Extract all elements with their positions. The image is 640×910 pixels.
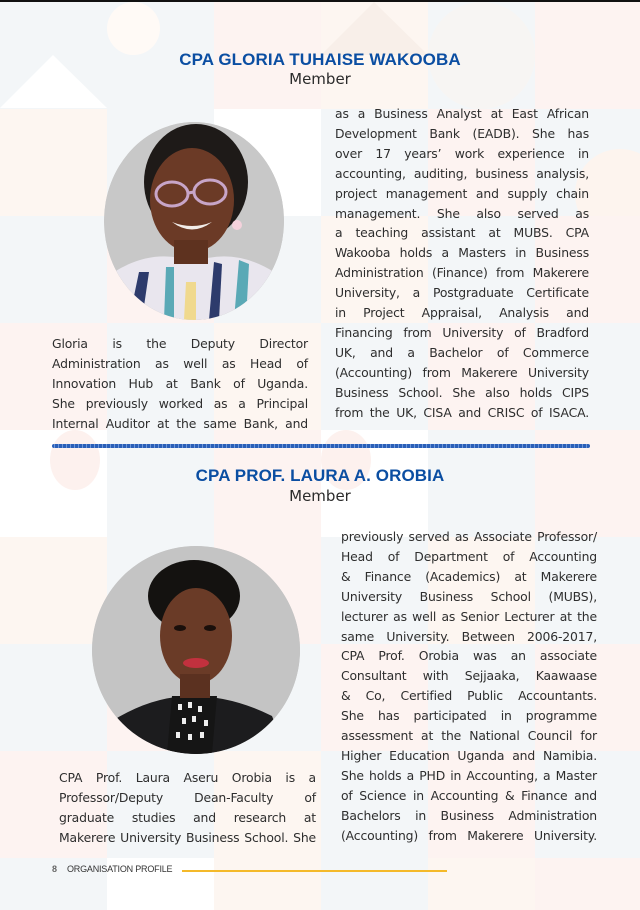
- bio-line: Internal Auditor at the same Bank, and: [52, 415, 308, 431]
- bio-line: CPA Prof. Laura Aseru Orobia is a: [59, 770, 316, 785]
- profile-name: CPA GLORIA TUHAISE WAKOOBA: [179, 50, 461, 69]
- section-label: ORGANISATION PROFILE: [67, 864, 173, 874]
- bio-line: over 17 years’ work experience in: [335, 145, 589, 161]
- portrait-illustration-icon: [104, 122, 284, 320]
- bio-line: & Co, Certified Public Accountants.: [341, 688, 597, 704]
- bio-line: (Accounting) from Makerere University.: [341, 827, 597, 843]
- bio-line: Professor/Deputy Dean-Faculty of: [59, 789, 316, 805]
- profile-role: Member: [289, 70, 351, 88]
- bio-line: same University. Between 2006-2017,: [341, 628, 597, 644]
- bio-line: accounting, auditing, business analysis,: [335, 165, 589, 181]
- bio-line: Consultant with Sejjaaka, Kaawaase: [341, 668, 597, 684]
- bio-line: assessment at the National Council for: [341, 728, 597, 744]
- bio-line: Head of Department of Accounting: [341, 548, 597, 564]
- profile-bio-left: [59, 768, 316, 848]
- bio-line: as a Business Analyst at East African: [335, 106, 589, 121]
- profile-bio-left: [52, 334, 308, 434]
- bio-line: Development Bank (EADB). She has: [335, 125, 589, 141]
- bio-line: University Business School (MUBS),: [341, 588, 597, 604]
- bio-line: graduate studies and research at: [59, 809, 316, 825]
- profile-name: CPA PROF. LAURA A. OROBIA: [195, 466, 445, 485]
- bio-line: University, a Postgraduate Certificate: [335, 285, 589, 301]
- bio-line: Innovation Hub at Bank of Uganda.: [52, 375, 308, 391]
- bio-line: of Science in Accounting & Finance and: [341, 787, 597, 803]
- bio-line: Administration as well as Head of: [52, 355, 308, 371]
- bio-line: She has participated in programme: [341, 708, 597, 724]
- bio-line: lecturer as well as Senior Lecturer at the: [341, 608, 597, 624]
- profile-photo: [92, 546, 300, 754]
- bio-line: Administration (Finance) from Makerere: [335, 265, 589, 281]
- bio-line: a teaching assistant at MUBS. CPA: [335, 225, 589, 241]
- bio-line: from the UK, CISA and CRISC of ISACA.: [335, 404, 589, 420]
- profile-bio-right: [335, 104, 589, 423]
- bio-line: Bachelors in Business Administration: [341, 807, 597, 823]
- bio-line: Financing from University of Bradford: [335, 324, 589, 340]
- bio-line: & Finance (Academics) at Makerere: [341, 568, 597, 584]
- section-divider: [52, 444, 590, 448]
- profile-bio-right: [341, 527, 597, 846]
- bio-line: She previously worked as a Principal: [52, 395, 308, 411]
- bio-line: Wakooba holds a Masters in Business: [335, 245, 589, 261]
- bio-line: UK, and a Bachelor of Commerce: [335, 344, 589, 360]
- bio-line: CPA Prof. Orobia was an associate: [341, 648, 597, 664]
- bio-line: Gloria is the Deputy Director: [52, 336, 308, 351]
- profile-role: Member: [289, 487, 351, 505]
- page-number: 8: [52, 864, 58, 874]
- bio-line: management. She also served as: [335, 205, 589, 221]
- bio-line: She holds a PHD in Accounting, a Master: [341, 767, 597, 783]
- bio-line: Makerere University Business School. She: [59, 829, 316, 845]
- profile-photo: [104, 122, 284, 320]
- bio-line: (Accounting) from Makerere University: [335, 364, 589, 380]
- portrait-illustration-icon: [92, 546, 300, 754]
- bio-line: Business School. She also holds CIPS: [335, 384, 589, 400]
- bio-line: previously served as Associate Professor/: [341, 529, 597, 544]
- bio-line: Higher Education Uganda and Namibia.: [341, 747, 597, 763]
- bio-line: project management and supply chain: [335, 185, 589, 201]
- bio-line: in Project Appraisal, Analysis and: [335, 305, 589, 321]
- footer-rule: [182, 870, 447, 872]
